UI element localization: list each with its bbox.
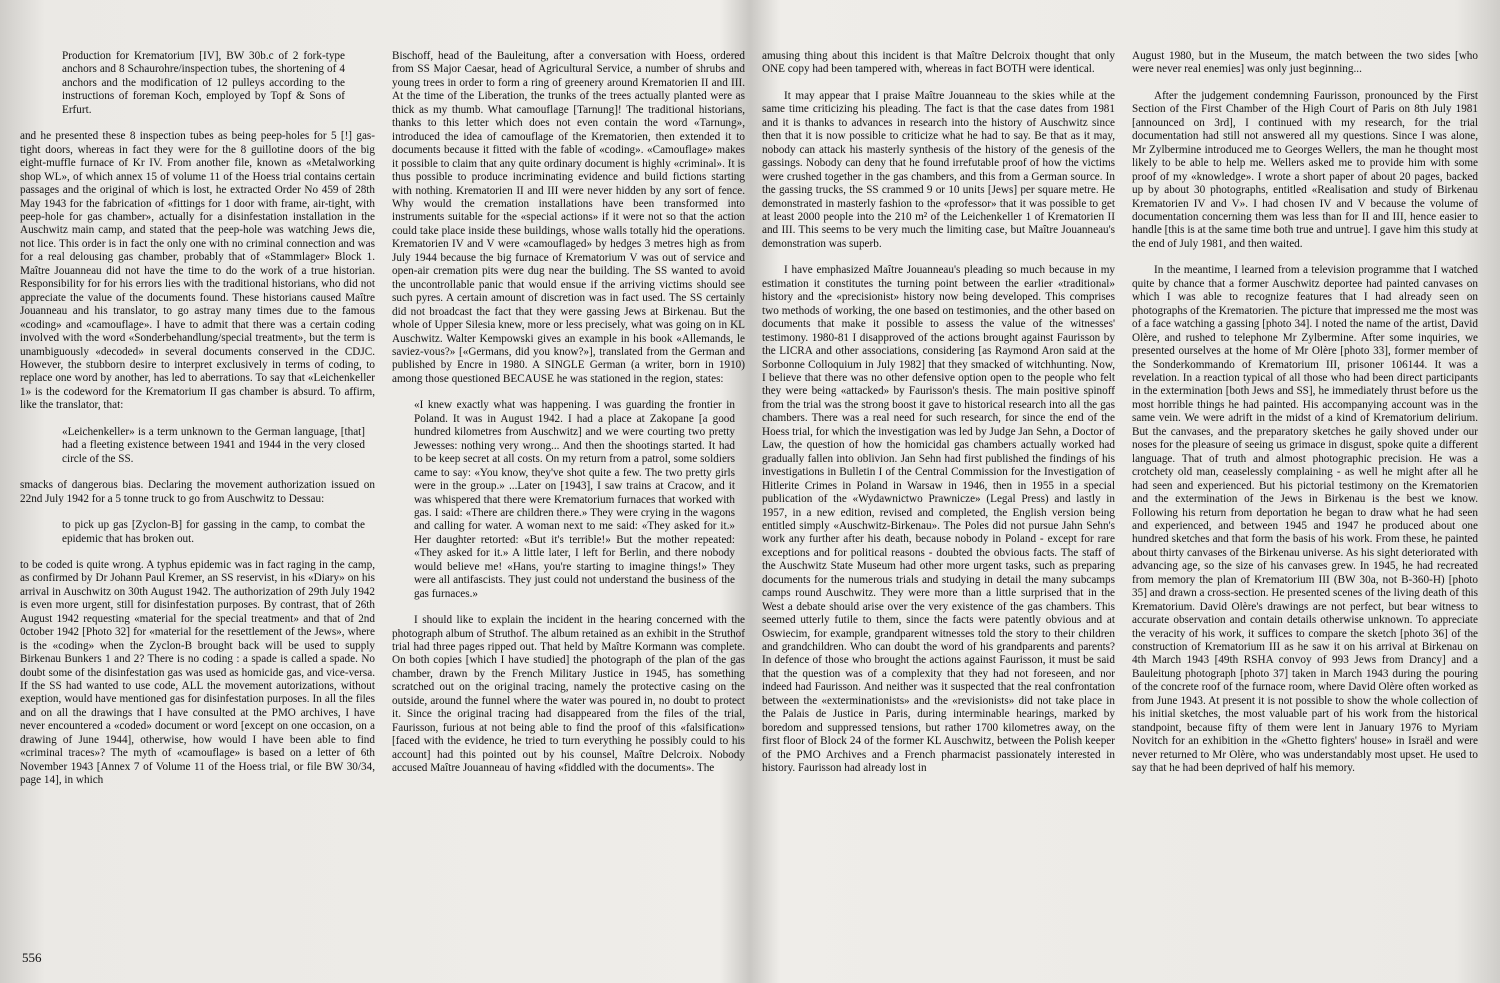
paragraph: It may appear that I praise Maître Jouanneau to the skies while at the same time criticizing his pleading. The fact is that the case dates from 1981 and it is thanks to advances in research into the history of Auschwitz since then that it is now possible to criticize what he had to say. Be that as it may, nobody can attack his masterly synthesis of the history of the genesis of the gassings. Nobody can deny that he found irrefutable proof of how the victims were crushed together in the gas chambers, and this from a German source. In the gassing trucks, the SS crammed 9 or 10 units [Jews] per square metre. He demonstrated in masterly fashion to the «professor» that it was possible to get at least 2000 people into the 210 m² of the Leichenkeller 1 of Krematorien II and III. This seems to be very much the limiting case, but Maître Jouanneau's demonstration was superb. <box>762 89 1115 250</box>
quote: to pick up gas [Zyclon-B] for gassing in the camp, to combat the epidemic that has broken out. <box>62 519 365 545</box>
paragraph: smacks of dangerous bias. Declaring the movement authorization issued on 22nd July 1942 for a 5 tonne truck to go from Auschwitz to Dessau: <box>20 479 375 505</box>
paragraph: In the meantime, I learned from a television programme that I watched quite by chance that a former Auschwitz deportee had painted canvases on which I was able to recognize features that I had already seen on photographs of the Krematorien. The picture that impressed me the most was of a face watching a gassing [photo 34]. I noted the name of the artist, David Olère, and rushed to telephone Mr Zylbermine. After some inquiries, we presented ourselves at the home of Mr Olère [photo 33], former member of the Sonderkommando of Krematorium III, prisoner 106144. It was a revelation. In a reaction typical of all those who had been direct participants in the extermination [both Jews and SS], he immediately thrust before us the most horrible things he had painted. His accompanying account was in the same vein. We were adrift in the midst of a kind of Krematorium delirium. But the canvases, and the preparatory sketches he gaily shoved under our noses for the pleasure of seeing us grimace in disgust, spoke quite a different language. That of truth and almost photographic precision. He was a crotchety old man, ceaselessly complaining - as well he might after all he had seen and experienced. But his pictorial testimony on the Krematorien and the extermination of the Jews in Birkenau is the best we know. Following his return from deportation he began to draw what he had seen and experienced, and between 1945 and 1947 he produced about one hundred sketches and that form the basis of his work. From these, he painted about thirty canvases of the Birkenau universe. As his sight deteriorated with advancing age, so the size of his canvases grew. In 1945, he had recreated from memory the plan of Krematorium III (BW 30a, not B-360-H) [photo 35] and drawn a cross-section. He presented scenes of the living death of this Krematorium. David Olère's drawings are not perfect, but bear witness to accurate observation and contain details otherwise unknown. To appreciate the veracity of his work, it suffices to compare the sketch [photo 36] of the construction of Krematorium III as he saw it on his arrival at Birkenau on 4th March 1943 [49th RSHA convoy of 993 Jews from Drancy] and a Bauleitung photograph [photo 37] taken in March 1943 during the pouring of the concrete roof of the furnace room, where David Olère often worked as from June 1943. At present it is not possible to show the whole collection of his initial sketches, the most valuable part of his work from the historical standpoint, because fifty of them were lent in January 1976 to Myriam Novitch for an exhibition in the «Ghetto fighters' house» in Israël and were never returned to Mr Olère, who was understandably most upset. He used to say that he had been deprived of half his memory. <box>1132 264 1478 775</box>
paragraph: and he presented these 8 inspection tubes as being peep-holes for 5 [!] gas-tight doors, whereas in fact they were for the 8 guillotine doors of the big eight-muffle furnace of Kr IV. From another file, known as «Metalworking shop WL», of which annex 15 of volume 11 of the Hoess trial contains certain passages and the original of which is lost, he extracted Order No 459 of 28th May 1943 for the fabrication of «fittings for 1 door with frame, air-tight, with peep-hole for gas chamber», actually for a disinfestation installation in the Auschwitz main camp, and stated that the peep-hole was watching Jews die, not lice. This order is in fact the only one with no criminal connection and was for a real delousing gas chamber, probably that of «Stammlager» Block 1. Maître Jouanneau did not have the time to do the work of a true historian. Responsibility for for his errors lies with the traditional historians, who did not appreciate the value of the documents found. These historians caused Maître Jouanneau and his translator, to go astray many times due to the famous «coding» and «camouflage». I have to admit that there was a certain coding involved with the word «Sonderbehandlung/special treatment», but the term is unambiguously «decoded» in several documents conserved in the CDJC. However, the stubborn desire to interpret exclusively in terms of coding, to replace one word by another, has led to aberrations. To say that «Leichenkeller 1» is the codeword for the Krematorium II gas chamber is absurd. To affirm, like the translator, that: <box>20 130 375 412</box>
column-2 <box>392 50 745 910</box>
quote: «I knew exactly what was happening. I was guarding the frontier in Poland. It was in August 1942. I had a place at Zakopane [a good hundred kilometres from Auschwitz] and we were courting two pretty Jewesses: nothing very wrong... And then the shootings started. It had to be keep secret at all costs. On my return from a patrol, some soldiers came to say: «You know, they've shot quite a few. The two pretty girls were in the group.» ...Later on [1943], I saw trains at Cracow, and it was whispered that there were Krematorium furnaces that worked with gas. I said: «There are children there.» They were crying in the wagons and calling for water. A woman next to me said: «They asked for it.» Her daughter retorted: «But it's terrible!» But the mother repeated: «They asked for it.» A little later, I left for Berlin, and there nobody would believe me! «Hans, you're starting to imagine things!» They were all antifascists. They just could not understand the business of the gas furnaces.» <box>414 399 735 600</box>
paragraph: amusing thing about this incident is that Maître Delcroix thought that only ONE copy had been tampered with, whereas in fact BOTH were identical. <box>762 50 1115 76</box>
column-4 <box>1132 50 1478 910</box>
paragraph: Production for Krematorium [IV], BW 30b.c of 2 fork-type anchors and 8 Schaurohre/inspection tubes, the shortening of 4 anchors and the modification of 12 pulleys according to the instructions of foreman Koch, employed by Topf & Sons of Erfurt. <box>62 50 345 116</box>
page-number: 556 <box>22 950 42 965</box>
paragraph: to be coded is quite wrong. A typhus epidemic was in fact raging in the camp, as confirmed by Dr Johann Paul Kremer, an SS reservist, in his «Diary» on his arrival in Auschwitz on 30th August 1942. The authorization of 29th July 1942 is even more urgent, still for disinfestation purposes. By contrast, that of 26th August 1942 requesting «material for the special treatment» and that of 2nd 0ctober 1942 [Photo 32] for «material for the resettlement of the Jews», where is the «coding» when the Zyclon-B brought back will be used to supply Birkenau Bunkers 1 and 2? There is no coding : a spade is called a spade. No doubt some of the disinfestation gas was used as homicide gas, and vice-versa. If the SS had wanted to use code, ALL the movement autorizations, without exeption, would have mentioned gas for disinfestation purposes. In all the files and on all the drawings that I have consulted at the PMO archives, I have never encountered a «coded» document or word [except on one occasion, on a drawing of June 1944], otherwise, how would I have been able to find «criminal traces»? The myth of «camouflage» is based on a letter of 6th November 1943 [Annex 7 of Volume 11 of the Hoess trial, or file BW 30/34, page 14], in which <box>20 558 375 787</box>
column-3 <box>762 50 1115 920</box>
quote: «Leichenkeller» is a term unknown to the German language, [that] had a fleeting existence between 1941 and 1944 in the very closed circle of the SS. <box>62 425 365 465</box>
paragraph: I should like to explain the incident in the hearing concerned with the photograph album of Struthof. The album retained as an exhibit in the Struthof trial had three pages ripped out. That held by Maître Kormann was complete. On both copies [which I have studied] the photograph of the plan of the gas chamber, drawn by the French Military Justice in 1945, has something scratched out on the original tracing, namely the protective casing on the outside, around the funnel where the water was poured in, no doubt to protect it. Since the original tracing had disappeared from the files of the trial, Faurisson, furious at not being able to find the proof of this «falsification» [faced with the evidence, he tried to turn everything he possibly could to his account] had this pointed out by his counsel, Maître Delcroix. Nobody accused Maître Jouanneau of having «fiddled with the documents». The <box>392 614 745 775</box>
paragraph: I have emphasized Maître Jouanneau's pleading so much because in my estimation it constitutes the turning point between the earlier «traditional» history and the «precisionist» history now being developed. This comprises two methods of working, the one based on testimonies, and the other based on documents that make it possible to assess the value of the witnesses' testimony. 1980-81 I disapproved of the actions brought against Faurisson by the LICRA and other associations, considering [as Raymond Aron said at the Sorbonne Colloquium in July 1982] that they smacked of witchhunting. Now, I believe that there was no other defensive option open to the people who felt they were being «attacked» by Faurisson's thesis. The main positive spinoff from the trial was the strong boost it gave to historical research into all the gas chambers. There was a real need for such research, for since the end of the Hoess trial, for which the investigation was led by Judge Jan Sehn, a Doctor of Law, the question of how the homicidal gas chambers actually worked had gradually fallen into oblivion. Jan Sehn had first published the findings of his investigations in Bulletin I of the Central Commission for the Investigation of Hitlerite Crimes in Poland in Warsaw in 1946, then in 1955 in a special publication of the «Wydawnictwo Prawnicze» (Legal Press) and lastly in 1957, in a new edition, revised and completed, the English version being entitled simply «Auschwitz-Birkenau». The Poles did not pursue Jahn Sehn's work any further after his death, because nobody in Poland - except for rare exceptions and for political reasons - doubted the obvious facts. The staff of the Auschwitz State Museum had other more urgent tasks, such as preparing documents for the numerous trials and studying in detail the many subcamps camps round Auschwitz. They were more than a little surprised that in the West a debate should arise over the very existence of the gas chambers. This seemed utterly futile to them, since the facts were patently obvious and at Oswiecim, for example, grandparent witnesses told the story to their children and grandchildren. Who can doubt the word of his grandparents and parents? In defence of those who brought the actions against Faurisson, it must be said that the question was of a complexity that they had not foreseen, and nor indeed had Faurisson. And neither was it suspected that the real confrontation between the «exterminationists» and the «revisionists» did not take place in the Palais de Justice in Paris, during interminable hearings, marked by boredom and suppressed tensions, but rather 1700 kilometres away, on the first floor of Block 24 of the former KL Auschwitz, between the Polish keeper of the PMO Archives and a French pharmacist passionately interested in history. Faurisson had already lost in <box>762 264 1115 775</box>
paragraph: Bischoff, head of the Bauleitung, after a conversation with Hoess, ordered from SS Major Caesar, head of Agricultural Service, a number of shrubs and young trees in order to form a ring of greenery around Krematorien II and III. At the time of the Liberation, the trunks of the trees actually planted were as thick as my thumb. What camouflage [Tarnung]! The traditional historians, thanks to this letter which does not even contain the word «Tarnung», introduced the idea of camouflage of the Krematorien, then extended it to documents because it fitted with the fable of «coding». «Camouflage» makes it possible to claim that any quite ordinary document is highly «criminal». It is thus possible to produce incriminating evidence and build fictions starting with nothing. Krematorien II and III were never hidden by any sort of fence. Why would the cremation installations have been transformed into instruments suitable for the «special actions» if it were not so that the action could take place inside these buildings, whose walls totally hid the operations. Krematorien IV and V were «camouflaged» by hedges 3 metres high as from July 1944 because the big furnace of Krematorium V was out of service and open-air cremation pits were dug near the building. The SS wanted to avoid the uncontrollable panic that would ensue if the arriving victims should see such pyres. A certain amount of discretion was in fact used. The SS certainly did not broadcast the fact that they were gassing Jews at Birkenau. But the whole of Upper Silesia knew, more or less precisely, what was going on in KL Auschwitz. Walter Kempowski gives an example in his book «Allemands, le saviez-vous?» [«Germans, did you know?»], translated from the German and published by Encre in 1980. A SINGLE German (a writer, born in 1910) among those questioned BECAUSE he was stationed in the region, states: <box>392 50 745 385</box>
paragraph: After the judgement condemning Faurisson, pronounced by the First Section of the First Chamber of the High Court of Paris on 8th July 1981 [announced on 3rd], I continued with my research, for the trial documentation had still not answered all my questions. Since I was alone, Mr Zylbermine introduced me to Georges Wellers, the man he thought most likely to be able to help me. Wellers asked me to provide him with some proof of my «knowledge». I wrote a short paper of about 20 pages, backed up by about 30 photographs, entitled «Realisation and study of Birkenau Krematorien IV and V». I had chosen IV and V because the volume of documentation concerning them was less than for II and III, hence easier to handle [this is at the same time both true and untrue]. I gave him this study at the end of July 1981, and then waited. <box>1132 89 1478 250</box>
column-1 <box>20 50 375 950</box>
paragraph: August 1980, but in the Museum, the match between the two sides [who were never real enemies] was only just beginning... <box>1132 50 1478 76</box>
